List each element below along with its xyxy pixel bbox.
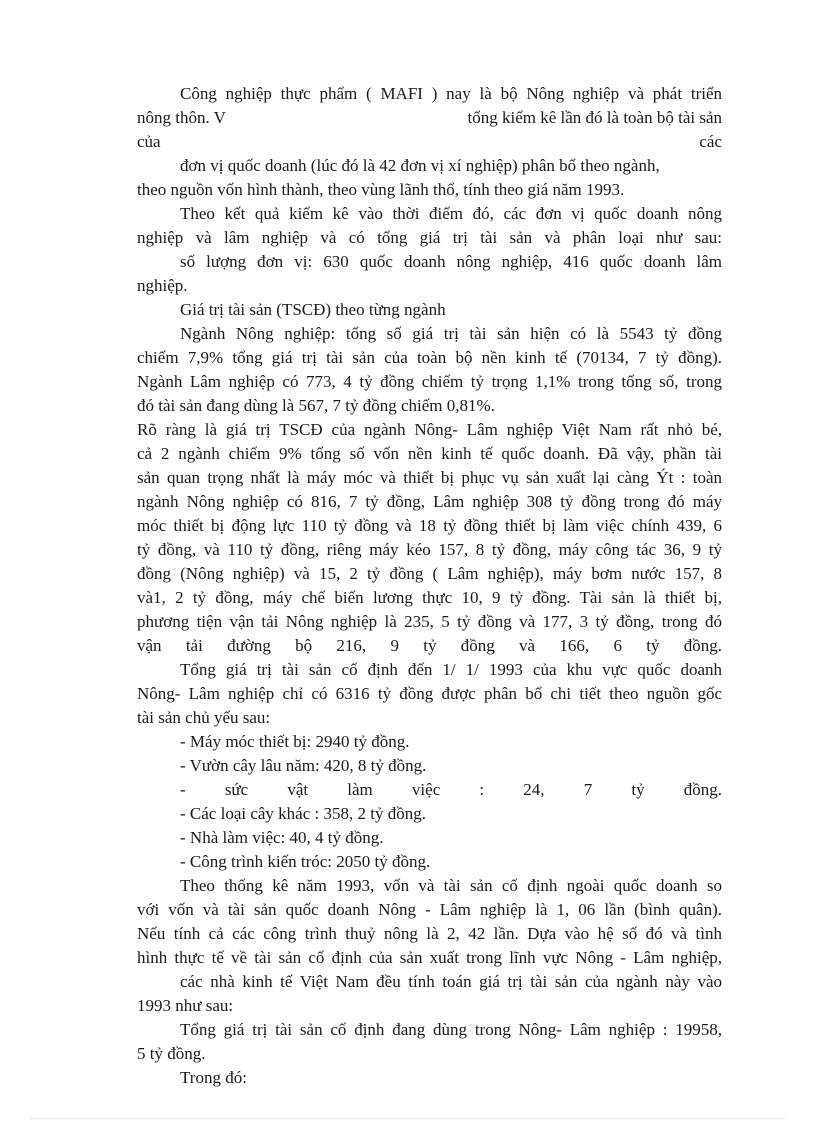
text-line: Tổng giá trị tài sản cố định đang dùng trong Nông- Lâm nghiệp : 19958,: [180, 1020, 722, 1039]
text-line: Trong đó:: [180, 1068, 247, 1087]
text-line: vận tải đường bộ 216, 9 tỷ đồng và 166, 6 tỷ đồng.: [137, 636, 722, 655]
text-line: - Vườn cây lâu năm: 420, 8 tỷ đồng.: [180, 756, 427, 775]
text-line: Ngành Lâm nghiệp có 773, 4 tỷ đồng chiếm tỷ trọng 1,1% trong tổng số, trong: [137, 372, 722, 391]
text-line: nông thôn. V tổng kiểm kê lần đó là toàn bộ tài sản: [137, 108, 722, 127]
text-line: cả 2 ngành chiếm 9% tổng số vốn nền kinh tế quốc doanh. Đã vậy, phần tài: [137, 444, 722, 463]
text-line: 5 tỷ đồng.: [137, 1044, 206, 1063]
text-line: tỷ đồng, và 110 tỷ đồng, riêng máy kéo 157, 8 tỷ đồng, máy công tác 36, 9 tỷ: [137, 540, 722, 559]
text-line: đồng (Nông nghiệp) và 15, 2 tỷ đồng ( Lâm nghiệp), máy bơm nước 157, 8: [137, 564, 722, 583]
text-line: - Máy móc thiết bị: 2940 tỷ đồng.: [180, 732, 410, 751]
text-line: và1, 2 tỷ đồng, máy chế biến lương thực 10, 9 tỷ đồng. Tài sản là thiết bị,: [137, 588, 722, 607]
text-line: Theo kết quả kiểm kê vào thời điểm đó, các đơn vị quốc doanh nông: [180, 204, 722, 223]
text-line: các nhà kinh tế Việt Nam đều tính toán giá trị tài sản của ngành này vào: [180, 972, 722, 991]
text-line: nghiệp và lâm nghiệp và có tổng giá trị tài sản và phân loại như sau:: [137, 228, 722, 247]
text-line: móc thiết bị động lực 110 tỷ đồng và 18 tỷ đồng thiết bị làm việc chính 439, 6: [137, 516, 722, 535]
text-line: đơn vị quốc doanh (lúc đó là 42 đơn vị xí nghiệp) phân bổ theo ngành,: [180, 156, 660, 175]
text-line: - Các loại cây khác : 358, 2 tỷ đồng.: [180, 804, 426, 823]
text-line: ngành Nông nghiệp có 816, 7 tỷ đồng, Lâm nghiệp 308 tỷ đồng trong đó máy: [137, 492, 722, 511]
text-line: Nông- Lâm nghiệp chỉ có 6316 tỷ đồng được phân bổ chi tiết theo nguồn gốc: [137, 684, 722, 703]
text-line: hình thực tế về tài sản cố định của sản xuất trong lĩnh vực Nông - Lâm nghiệp,: [137, 948, 722, 967]
text-line: phương tiện vận tải Nông nghiệp là 235, 5 tỷ đồng và 177, 3 tỷ đồng, trong đó: [137, 612, 722, 631]
text-line: Tổng giá trị tài sản cố định đến 1/ 1/ 1993 của khu vực quốc doanh: [180, 660, 722, 679]
text-line: tài sản chủ yếu sau:: [137, 708, 271, 727]
text-line: của các: [137, 132, 722, 151]
text-line: sản quan trọng nhất là máy móc và thiết bị phục vụ sản xuất lại càng Ýt : toàn: [137, 468, 722, 487]
text-line: theo nguồn vốn hình thành, theo vùng lãnh thổ, tính theo giá năm 1993.: [137, 180, 625, 199]
text-line: - Nhà làm việc: 40, 4 tỷ đồng.: [180, 828, 384, 847]
text-line: đó tài sản đang dùng là 567, 7 tỷ đồng chiếm 0,81%.: [137, 396, 495, 415]
text-line: số lượng đơn vị: 630 quốc doanh nông nghiệp, 416 quốc doanh lâm: [180, 252, 722, 271]
page-bottom-rule: [30, 1118, 786, 1119]
text-line: Rõ ràng là giá trị TSCĐ của ngành Nông- Lâm nghiệp Việt Nam rất nhỏ bé,: [137, 420, 722, 439]
text-line: Nếu tính cả các công trình thuỷ nông là 2, 42 lần. Dựa vào hệ số đó và tình: [137, 924, 722, 943]
text-line: Giá trị tài sản (TSCĐ) theo từng ngành: [180, 300, 446, 319]
text-line: Theo thống kê năm 1993, vốn và tài sản cố định ngoài quốc doanh so: [180, 876, 722, 895]
text-line: 1993 như sau:: [137, 996, 234, 1015]
text-line: Công nghiệp thực phẩm ( MAFI ) nay là bộ Nông nghiệp và phát triển: [180, 84, 722, 103]
text-line: - sức vật làm việc : 24, 7 tỷ đồng.: [180, 780, 722, 799]
text-line: nghiệp.: [137, 276, 188, 295]
text-line: - Công trình kiến tróc: 2050 tỷ đồng.: [180, 852, 431, 871]
text-line: với vốn và tài sản quốc doanh Nông - Lâm nghiệp là 1, 06 lần (bình quân).: [137, 900, 722, 919]
text-line: Ngành Nông nghiệp: tổng số giá trị tài sản hiện có là 5543 tỷ đồng: [180, 324, 722, 343]
text-line: chiếm 7,9% tổng giá trị tài sản của toàn bộ nền kinh tế (70134, 7 tỷ đồng).: [137, 348, 722, 367]
